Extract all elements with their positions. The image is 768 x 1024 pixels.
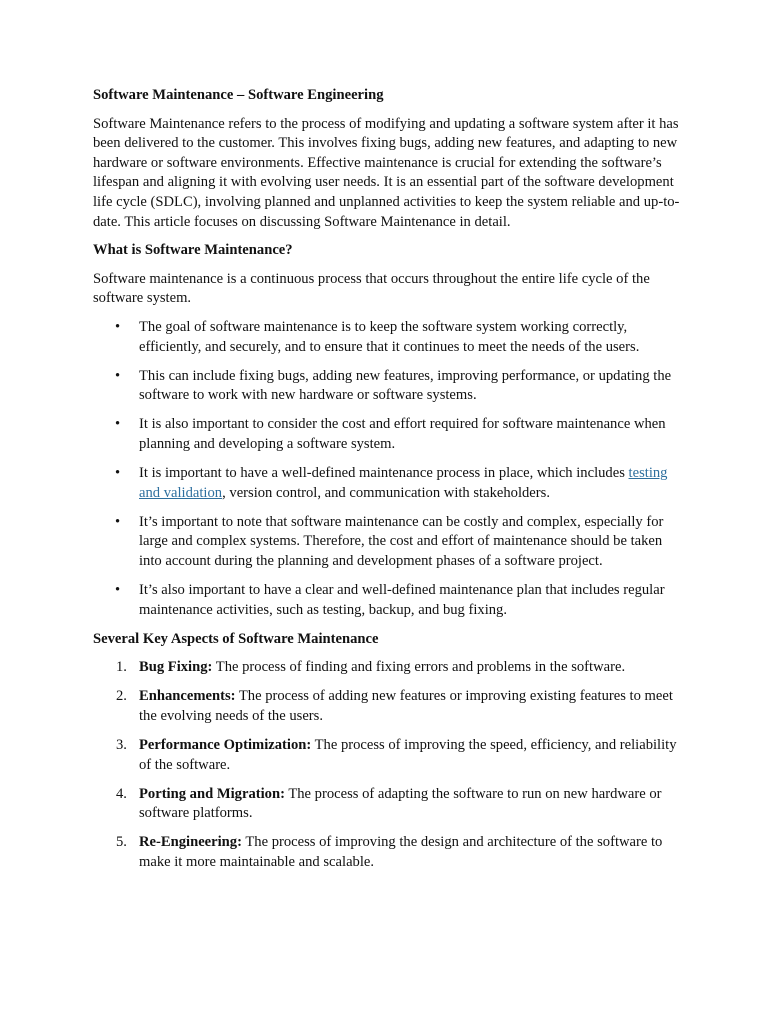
bullet-icon: • [115, 465, 121, 481]
aspect-term: Enhancements: [139, 688, 236, 705]
aspect-item [93, 687, 683, 726]
intro-paragraph: Software Maintenance refers to the process of modifying and updating a software system after it has been delivered to the customer. This involves fixing bugs, adding new features, and adapting to new hardware or software environments. Effective maintenance is crucial for extending the software’s lifespan and aligning it with evolving user needs. It is an essential part of the software development life cycle (SDLC), involving planned and unplanned activities to keep the system reliable and up-to-date. This article focuses on discussing Software Maintenance in detail. [93, 115, 680, 230]
aspect-term: Re-Engineering: [139, 834, 242, 851]
bullet-text-after: , version control, and communication with stakeholders. [222, 484, 550, 501]
aspects-list [93, 658, 683, 872]
bullet-text: It’s also important to have a clear and well-defined maintenance plan that includes regular maintenance activities, such as testing, backup, and bug fixing. [139, 581, 665, 618]
aspect-number: 5. [116, 834, 127, 851]
bullet-item [93, 415, 683, 454]
aspect-item [93, 658, 683, 678]
bullet-item [93, 318, 683, 357]
bullet-icon: • [115, 416, 121, 433]
aspect-desc: The process of improving the speed, efficiency, and reliability of the software. [139, 737, 677, 773]
bullet-list [93, 318, 683, 620]
bullet-icon: • [115, 367, 121, 384]
aspect-term: Performance Optimization: [139, 737, 312, 754]
bullet-text-before: It is important to have a well-defined maintenance process in place, which includes [139, 465, 629, 481]
aspect-desc: The process of adding new features or improving existing features to meet the evolving needs of the users. [139, 688, 673, 724]
bullet-text: The goal of software maintenance is to keep the software system working correctly, efficiently, and securely, and to ensure that it continues to meet the needs of the users. [139, 318, 640, 355]
page-title: Software Maintenance – Software Engineering [93, 87, 384, 103]
section-heading-what: What is Software Maintenance? [93, 242, 293, 259]
aspect-term: Bug Fixing: [139, 659, 213, 676]
aspect-term: Porting and Migration: [139, 785, 285, 802]
bullet-item [93, 581, 683, 620]
bullet-icon: • [115, 318, 121, 335]
aspect-item [93, 785, 683, 824]
bullet-text: This can include fixing bugs, adding new features, improving performance, or updating the software to work with new hardware or software systems. [139, 367, 672, 404]
aspect-desc: The process of adapting the software to run on new hardware or software platforms. [139, 785, 662, 822]
section-heading-aspects: Several Key Aspects of Software Maintenance [93, 630, 379, 647]
bullet-icon: • [115, 513, 121, 530]
aspect-desc: The process of improving the design and architecture of the software to make it more maintainable and scalable. [139, 834, 663, 870]
aspect-number: 1. [116, 659, 127, 676]
what-paragraph: Software maintenance is a continuous process that occurs throughout the entire life cycle of the software system. [93, 270, 650, 307]
bullet-icon: • [115, 581, 121, 598]
aspect-item [93, 736, 683, 775]
aspect-number: 3. [116, 737, 127, 754]
bullet-item [93, 513, 683, 572]
testing-validation-link[interactable]: testing and validation [139, 465, 668, 501]
aspect-number: 4. [116, 785, 127, 802]
aspect-number: 2. [116, 688, 127, 705]
bullet-text: It is also important to consider the cost and effort required for software maintenance when planning and developing a software system. [139, 416, 666, 452]
aspect-item [93, 833, 683, 872]
bullet-text: It’s important to note that software maintenance can be costly and complex, especially for large and complex systems. Therefore, the cost and effort of maintenance should be taken into account during the planning and development phases of a software project. [139, 513, 664, 569]
document-page [93, 86, 683, 882]
aspect-desc: The process of finding and fixing errors and problems in the software. [212, 659, 626, 676]
bullet-item [93, 464, 683, 503]
bullet-item [93, 367, 683, 406]
